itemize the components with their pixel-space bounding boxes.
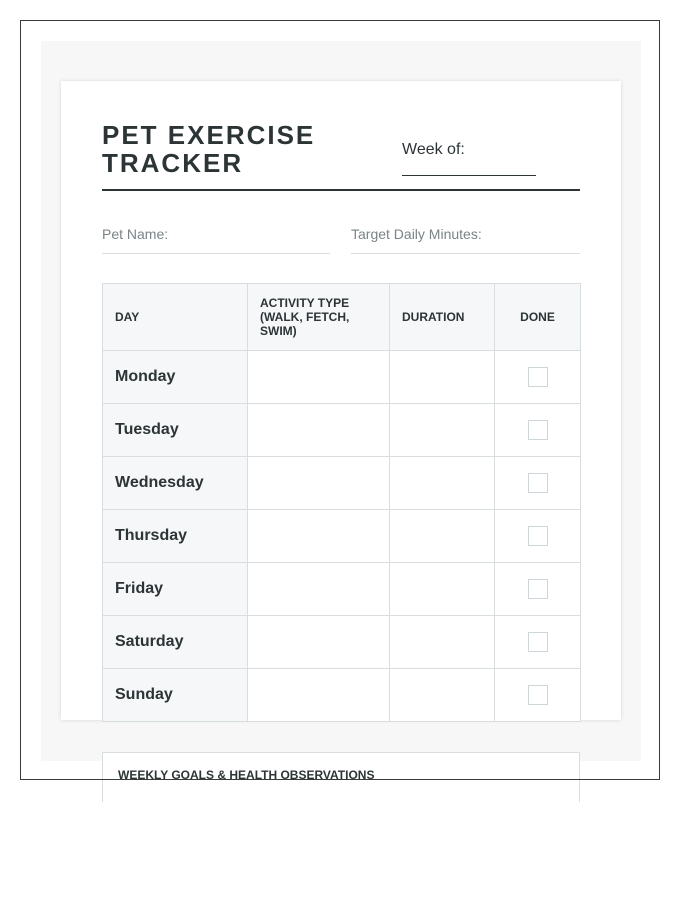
- done-checkbox[interactable]: [528, 579, 548, 599]
- day-cell: Saturday: [103, 616, 248, 669]
- tracker-sheet: [61, 81, 621, 720]
- day-cell: Wednesday: [103, 457, 248, 510]
- table-row: [103, 616, 581, 669]
- activity-cell[interactable]: [248, 616, 390, 669]
- done-cell: [495, 563, 581, 616]
- table-row: [103, 510, 581, 563]
- pet-name-field[interactable]: [102, 226, 330, 254]
- day-cell: Tuesday: [103, 404, 248, 457]
- done-checkbox[interactable]: [528, 632, 548, 652]
- day-cell: Monday: [103, 351, 248, 404]
- done-checkbox[interactable]: [528, 526, 548, 546]
- done-cell: [495, 457, 581, 510]
- duration-cell[interactable]: [390, 351, 495, 404]
- week-of-input-line[interactable]: [402, 175, 536, 176]
- duration-column-header: DURATION: [390, 284, 495, 351]
- activity-cell[interactable]: [248, 563, 390, 616]
- duration-cell[interactable]: [390, 404, 495, 457]
- table-row: [103, 669, 581, 722]
- done-cell: [495, 616, 581, 669]
- activity-cell[interactable]: [248, 404, 390, 457]
- duration-cell[interactable]: [390, 669, 495, 722]
- activity-column-header: ACTIVITY TYPE (WALK, FETCH, SWIM): [248, 284, 390, 351]
- activity-cell[interactable]: [248, 510, 390, 563]
- duration-cell[interactable]: [390, 563, 495, 616]
- target-daily-minutes-field[interactable]: [351, 226, 580, 254]
- table-row: [103, 457, 581, 510]
- done-cell: [495, 404, 581, 457]
- day-cell: Sunday: [103, 669, 248, 722]
- document-title: PET EXERCISE TRACKER: [102, 120, 316, 178]
- day-cell: Friday: [103, 563, 248, 616]
- done-cell: [495, 510, 581, 563]
- done-checkbox[interactable]: [528, 685, 548, 705]
- day-column-header: DAY: [103, 284, 248, 351]
- activity-cell[interactable]: [248, 457, 390, 510]
- document-header: [102, 119, 580, 191]
- table-row: [103, 351, 581, 404]
- done-checkbox[interactable]: [528, 367, 548, 387]
- done-cell: [495, 351, 581, 404]
- done-cell: [495, 669, 581, 722]
- table-row: [103, 404, 581, 457]
- activity-cell[interactable]: [248, 669, 390, 722]
- weekly-goals-title: WEEKLY GOALS & HEALTH OBSERVATIONS: [118, 768, 375, 782]
- pet-name-label: Pet Name:: [102, 226, 169, 242]
- duration-cell[interactable]: [390, 616, 495, 669]
- exercise-log-table: [102, 283, 581, 722]
- page-crop-area: [0, 802, 700, 900]
- done-checkbox[interactable]: [528, 420, 548, 440]
- target-daily-minutes-label: Target Daily Minutes:: [351, 226, 482, 242]
- table-row: [103, 563, 581, 616]
- done-checkbox[interactable]: [528, 473, 548, 493]
- done-column-header: DONE: [495, 284, 581, 351]
- duration-cell[interactable]: [390, 510, 495, 563]
- week-of-label: Week of:: [402, 141, 465, 158]
- activity-cell[interactable]: [248, 351, 390, 404]
- day-cell: Thursday: [103, 510, 248, 563]
- table-header-row: [103, 284, 581, 351]
- duration-cell[interactable]: [390, 457, 495, 510]
